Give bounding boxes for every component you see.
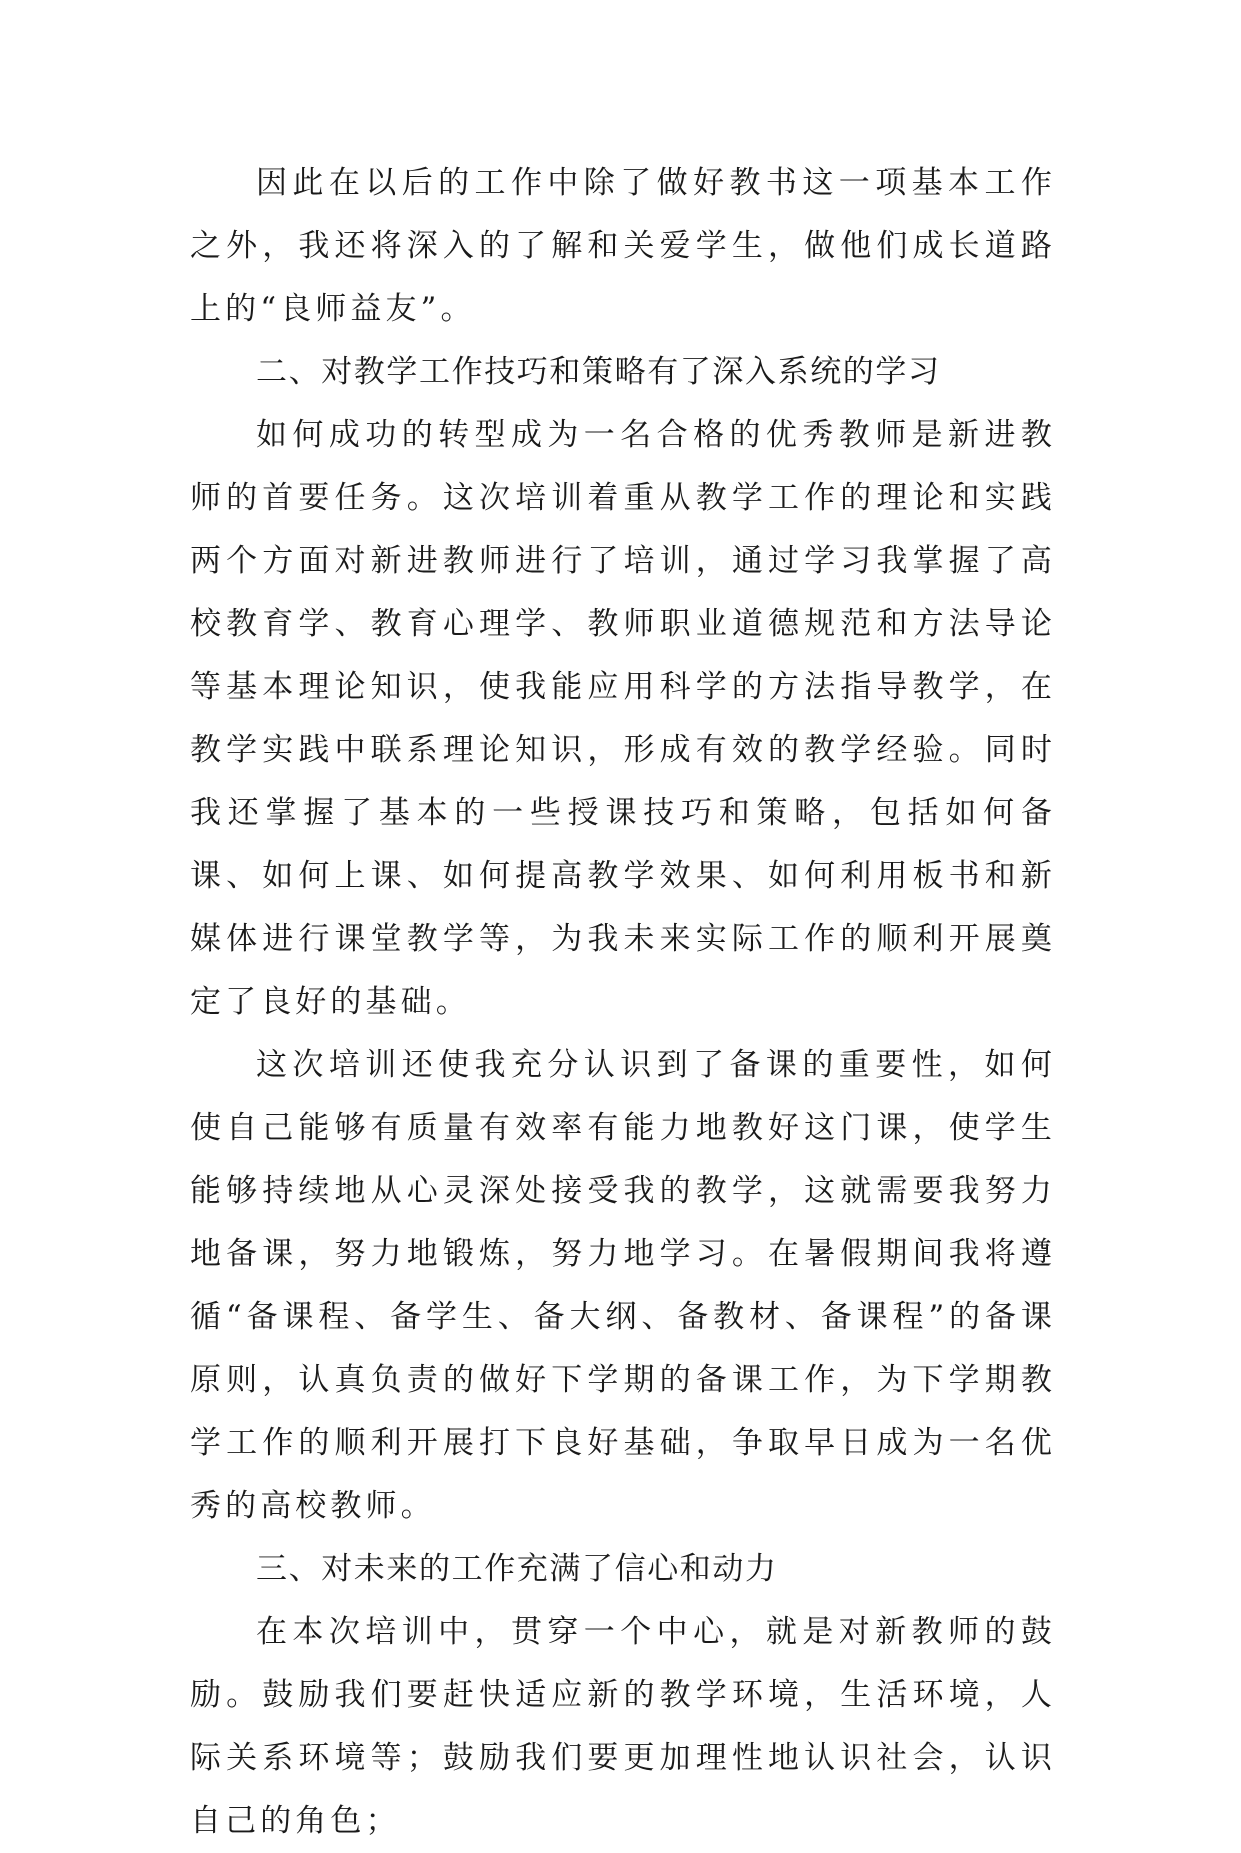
paragraph-encouragement: 在本次培训中，贯穿一个中心，就是对新教师的鼓励。鼓励我们要赶快适应新的教学环境，生活环境，人际关系环境等；鼓励我们要更加理性地认识社会，认识自己的角色；	[190, 1614, 1056, 1839]
paragraph-student-care: 因此在以后的工作中除了做好教书这一项基本工作之外，我还将深入的了解和关爱学生，做他们成长道路上的“良师益友”。	[190, 165, 1056, 327]
section-heading-future-confidence: 三、对未来的工作充满了信心和动力	[256, 1551, 778, 1587]
section-heading-teaching-skills: 二、对教学工作技巧和策略有了深入系统的学习	[256, 354, 941, 390]
paragraph-teaching-theory: 如何成功的转型成为一名合格的优秀教师是新进教师的首要任务。这次培训着重从教学工作的理论和实践两个方面对新进教师进行了培训，通过学习我掌握了高校教育学、教育心理学、教师职业道德规范和方法导论等基本理论知识，使我能应用科学的方法指导教学，在教学实践中联系理论知识，形成有效的教学经验。同时我还掌握了基本的一些授课技巧和策略，包括如何备课、如何上课、如何提高教学效果、如何利用板书和新媒体进行课堂教学等，为我未来实际工作的顺利开展奠定了良好的基础。	[190, 417, 1056, 1020]
document-body	[190, 152, 1056, 1853]
paragraph-lesson-preparation: 这次培训还使我充分认识到了备课的重要性，如何使自己能够有质量有效率有能力地教好这门课，使学生能够持续地从心灵深处接受我的教学，这就需要我努力地备课，努力地锻炼，努力地学习。在暑假期间我将遵循“备课程、备学生、备大纲、备教材、备课程”的备课原则，认真负责的做好下学期的备课工作，为下学期教学工作的顺利开展打下良好基础，争取早日成为一名优秀的高校教师。	[190, 1047, 1056, 1524]
